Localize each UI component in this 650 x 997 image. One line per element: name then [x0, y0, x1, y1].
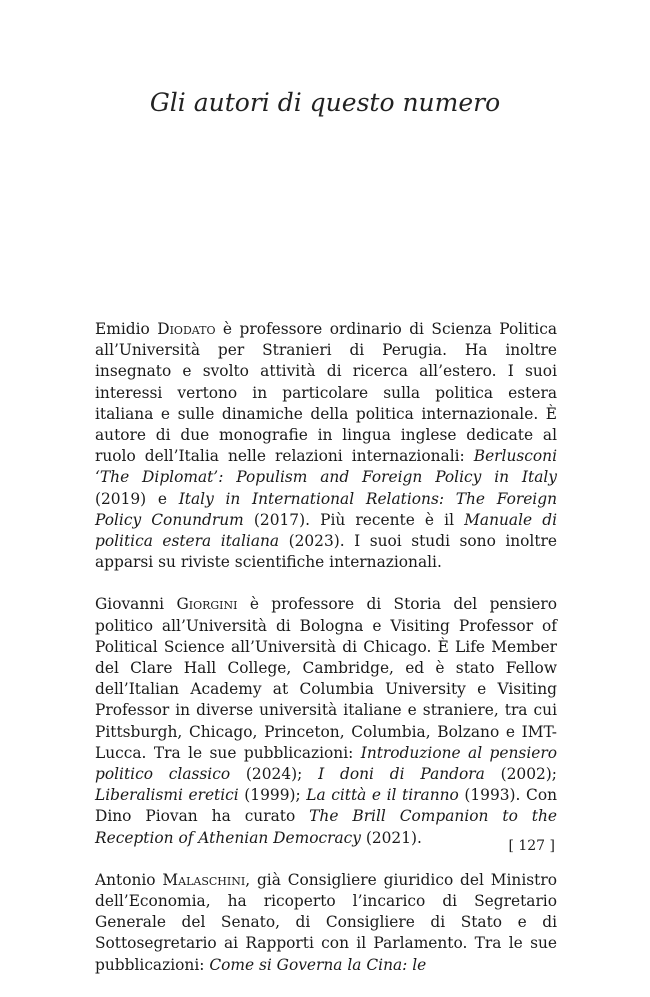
bio-text: Emidio	[95, 320, 158, 338]
page-number: [ 127 ]	[508, 838, 555, 854]
bio-text: è professore di Storia del pensiero politico all’Università di Bologna e Visiting Professor of Political Science all’Università di Chicago. È Life Member del Clare Hall College, Cambridge, ed è stato Fellow dell’Italian Academy at Columbia University e Visiting Professor in diverse università italiane e straniere, tra cui Pittsburgh, Chicago, Princeton, Columbia, Bolzano e IMT-Lucca. Tra le sue pubblicazioni:	[95, 595, 557, 762]
author-bio-giorgini	[95, 594, 557, 848]
book-title: I doni di Pandora	[318, 765, 485, 784]
author-surname: Malaschini	[162, 870, 246, 889]
author-surname: Giorgini	[176, 595, 238, 614]
book-title: Manuale di politica estera italiana	[95, 510, 558, 551]
book-title: The Brill Companion to the Reception of Athenian Democracy	[95, 807, 557, 847]
book-title: Come si Governa la Cina: le	[209, 955, 427, 974]
bio-text: (2017). Più recente è il	[243, 510, 465, 529]
bio-text: (2024);	[230, 765, 319, 784]
book-title: Introduzione al pensiero politico classico	[95, 743, 557, 784]
bio-text: (1999);	[238, 786, 307, 805]
author-bio-malaschini	[95, 870, 557, 976]
author-bio-diodato	[95, 319, 557, 573]
book-title: Italy in International Relations: The Foreign Policy Conundrum	[95, 489, 557, 529]
page-title: Gli autori di questo numero	[149, 88, 501, 117]
bio-text: Antonio	[95, 870, 163, 889]
book-title: Liberalismi eretici	[95, 786, 239, 805]
author-bios	[95, 319, 557, 997]
bio-text: è professore ordinario di Scienza Politica all’Università per Stranieri di Perugia. Ha inoltre insegnato e svolto attività di ricerca all’estero. I suoi interessi vertono in particolare sulla politica estera italiana e sulle dinamiche della politica internazionale. È autore di due monografie in lingua inglese dedicate al ruolo dell’Italia nelle relazioni internazionali:	[95, 320, 558, 466]
bio-text: (2023). I suoi studi sono inoltre apparsi su riviste scientifiche internazionali.	[95, 532, 558, 572]
bio-text: , già Consigliere giuridico del Ministro dell’Economia, ha ricoperto l’incarico di Segretario Generale del Senato, di Consigliere di Stato e di Sottosegretario ai Rapporti con il Parlamento. Tra le sue pubblicazioni:	[95, 870, 557, 974]
bio-text: (2002);	[484, 765, 557, 784]
book-title: Berlusconi ‘The Diplomat’: Populism and Foreign Policy in Italy	[95, 447, 557, 487]
bio-text: (1993). Con Dino Piovan ha curato	[95, 786, 557, 826]
bio-text: (2019) e	[95, 489, 179, 508]
bio-text: Giovanni	[95, 595, 177, 614]
author-surname: Diodato	[157, 320, 216, 338]
book-title: La città e il tiranno	[306, 786, 459, 805]
bio-text: (2021).	[360, 828, 422, 847]
